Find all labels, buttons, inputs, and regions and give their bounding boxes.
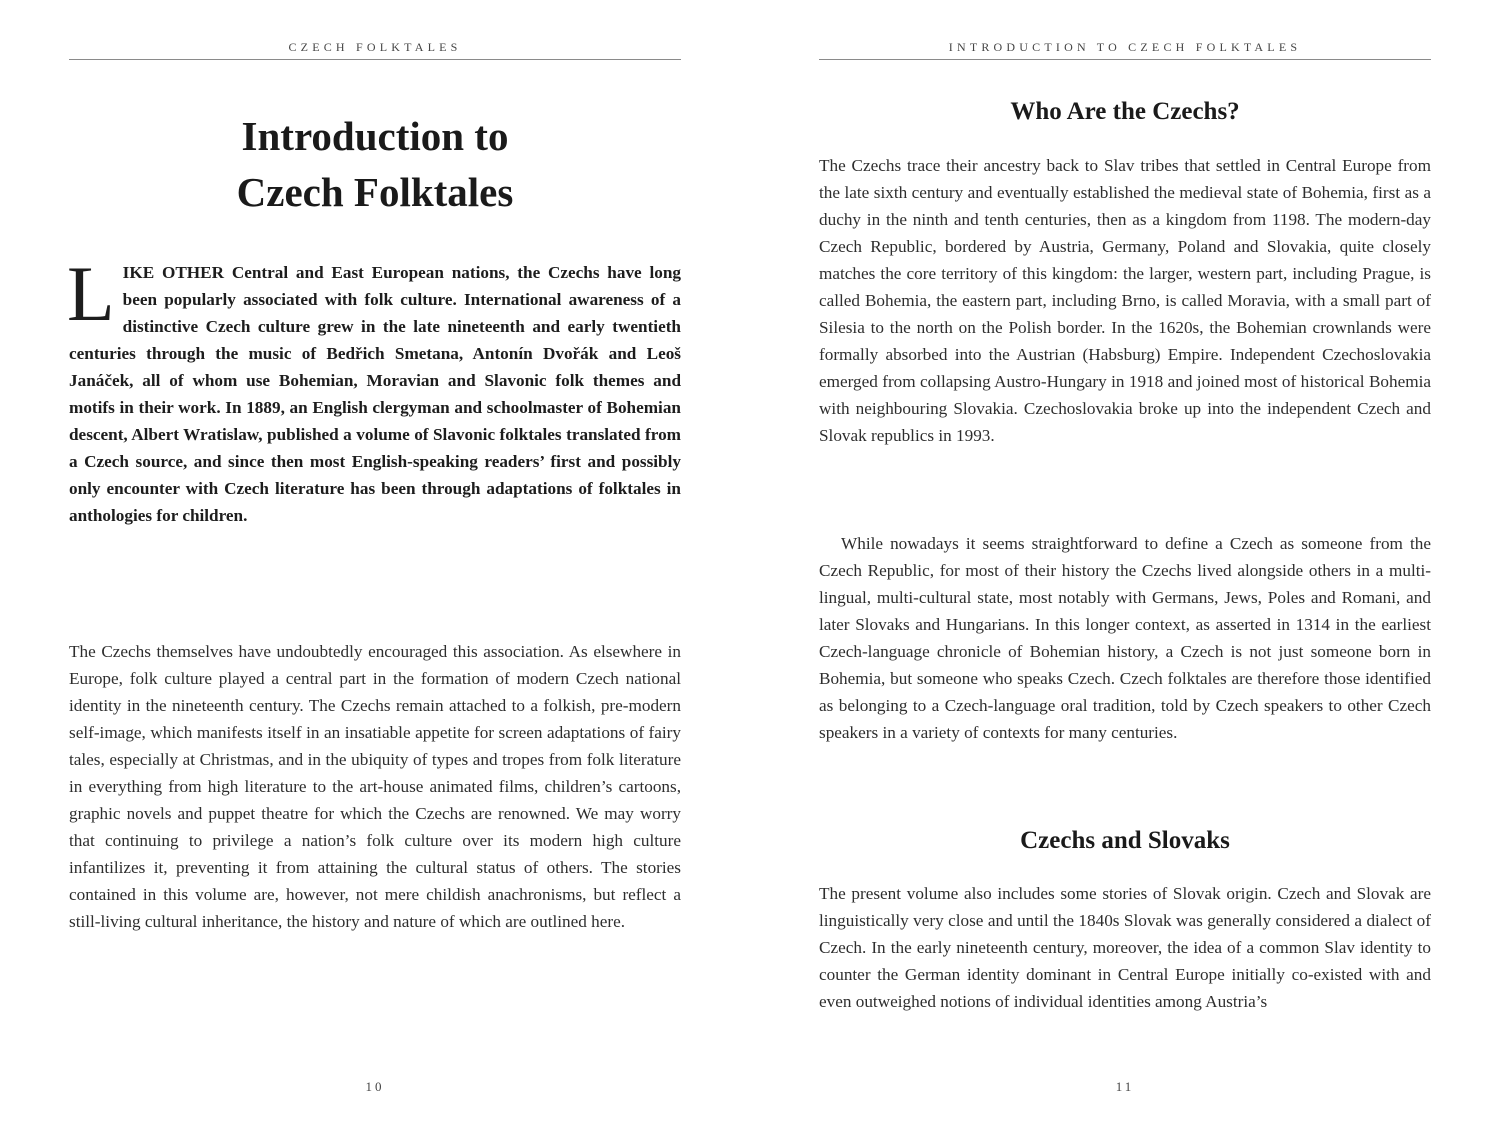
body-paragraph-3: The present volume also includes some stories of Slovak origin. Czech and Slovak are linguistically very close and until the 1840s Slovak was generally considered a dialect of Czech. In the early nineteenth century, moreover, the idea of a common Slav identity to counter the German identity dominant in Central Europe initially co-existed with and even outweighed notions of individual identities among Austria’s <box>819 884 1431 1011</box>
page-number-left: 10 <box>365 1079 385 1094</box>
body-paragraph-left: The Czechs themselves have undoubtedly encouraged this association. As elsewhere in Europe, folk culture played a central part in the formation of modern Czech national identity in the nineteenth century. The Czechs remain attached to a folkish, pre-modern self-image, which manifests itself in an insatiable appetite for screen adaptations of fairy tales, especially at Christmas, and in the ubiquity of types and tropes from folk literature in everything from high literature to the art-house animated films, children’s cartoons, graphic novels and puppet theatre for which the Czechs are renowned. We may worry that continuing to privilege a nation’s folk culture over its modern high culture infantilizes it, preventing it from attaining the cultural status of others. The stories contained in this volume are, however, not mere childish anachronisms, but reflect a still-living cultural inheritance, the history and nature of which are outlined here. <box>69 642 681 931</box>
left-page <box>69 0 681 1143</box>
lead-paragraph <box>67 250 681 529</box>
drop-cap: L <box>67 250 115 337</box>
chapter-title-line2: Czech Folktales <box>236 169 514 215</box>
body-paragraph-2: While nowadays it seems straightforward to define a Czech as someone from the Czech Republic, for most of their history the Czechs lived alongside others in a multi-lingual, multi-cultural state, most notably with Germans, Jews, Poles and Romani, and later Slovaks and Hungarians. In this longer context, as asserted in 1314 in the earliest Czech-language chronicle of Bohemian history, a Czech is not just someone born in Bohemia, but someone who speaks Czech. Czech folktales are therefore those identified as belonging to a Czech-language oral tradition, told by Czech speakers to other Czech speakers in a variety of contexts for many centuries. <box>819 534 1431 742</box>
running-head-right: INTRODUCTION TO CZECH FOLKTALES <box>948 40 1302 54</box>
section-heading-czechs-and-slovaks: Czechs and Slovaks <box>1020 827 1230 854</box>
page-number-right: 11 <box>1115 1079 1135 1094</box>
body-paragraph-1: The Czechs trace their ancestry back to Slav tribes that settled in Central Europe from the late sixth century and eventually established the medieval state of Bohemia, first as a duchy in the ninth and tenth centuries, then as a kingdom from 1198. The modern-day Czech Republic, bordered by Austria, Germany, Poland and Slovakia, quite closely matches the core territory of this kingdom: the larger, western part, including Prague, is called Bohemia, the eastern part, including Brno, is called Moravia, with a small part of Silesia to the north on the Polish border. In the 1620s, the Bohemian crownlands were formally absorbed into the Austrian (Habsburg) Empire. Independent Czechoslovakia emerged from collapsing Austro-Hungary in 1918 and joined most of historical Bohemia with neighbouring Slovakia. Czechoslovakia broke up into the independent Czech and Slovak republics in 1993. <box>819 156 1431 445</box>
chapter-title-line1: Introduction to <box>241 113 509 159</box>
lead-paragraph-text: IKE OTHER Central and East European nations, the Czechs have long been popularly associated with folk culture. International awareness of a distinctive Czech culture grew in the late nineteenth and early twentieth centuries through the music of Bedřich Smetana, Antonín Dvořák and Leoš Janáček, all of whom use Bohemian, Moravian and Slavonic folk themes and motifs in their work. In 1889, an English clergyman and schoolmaster of Bohemian descent, Albert Wratislaw, published a volume of Slavonic folktales translated from a Czech source, and since then most English-speaking readers’ first and possibly only encounter with Czech literature has been through adaptations of folktales in anthologies for children. <box>69 263 681 525</box>
section-heading-who-are-the-czechs: Who Are the Czechs? <box>1010 98 1240 125</box>
running-head-left: CZECH FOLKTALES <box>288 40 462 54</box>
header-rule-right <box>819 59 1431 60</box>
right-page <box>819 0 1431 1143</box>
header-rule-left <box>69 59 681 60</box>
chapter-title <box>69 108 681 220</box>
